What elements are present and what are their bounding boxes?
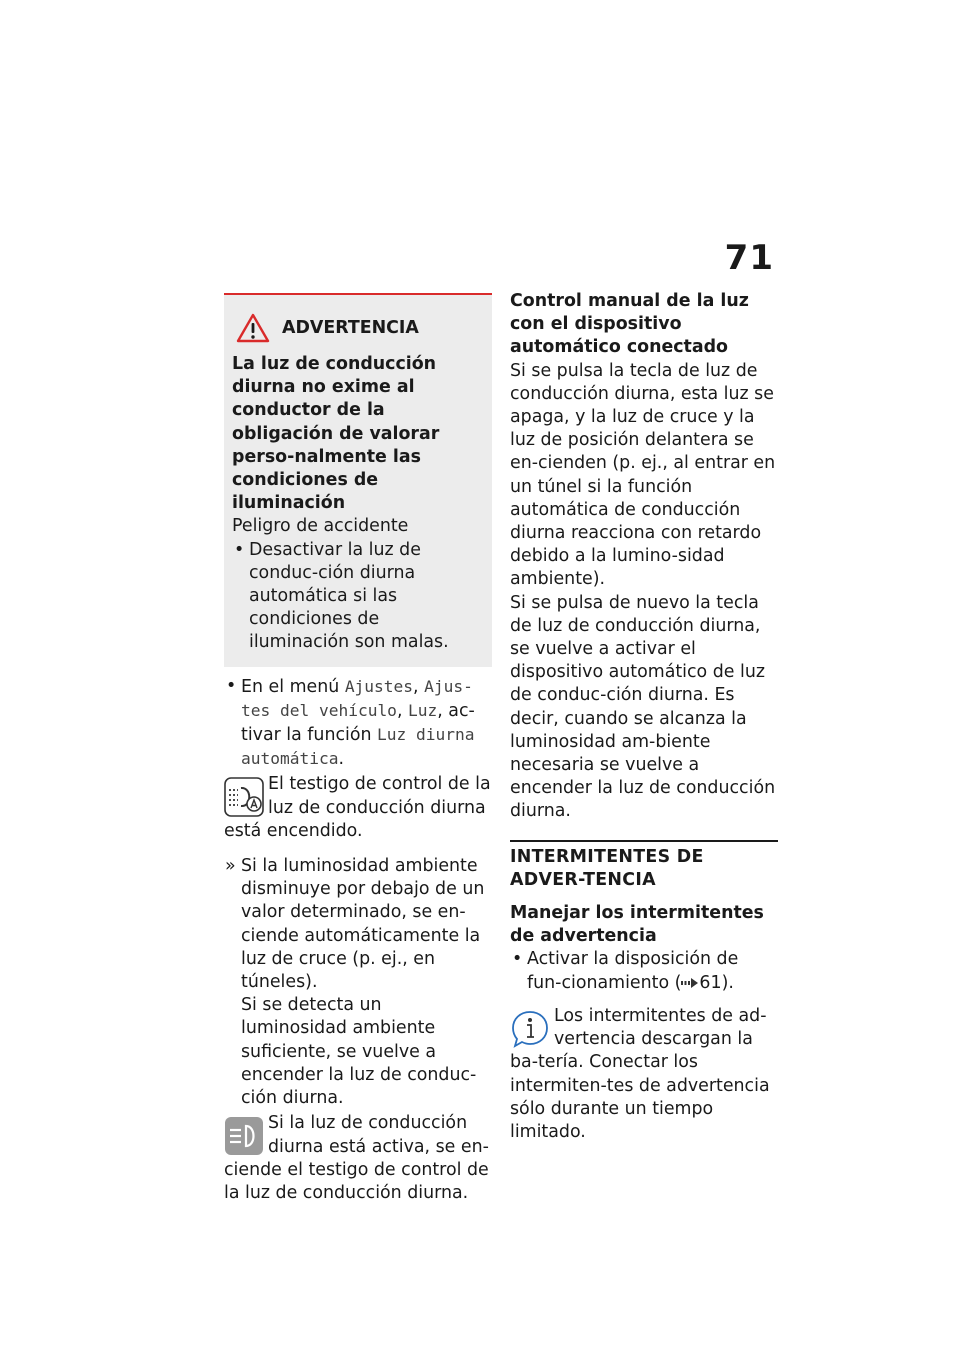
hazard-section-title: INTERMITENTES DE ADVER-TENCIA xyxy=(510,846,704,890)
manual-paragraph-2: Si se pulsa de nuevo la tecla de luz de conducción diurna, se vuelve a activar el dispositivo automático de luz de conduc-ción diurna. Es decir, cuando se alcanza la luminosidad am-biente necesaria se vuelve a encender la luz de conducción diurna. xyxy=(510,592,776,822)
menu-step xyxy=(224,675,492,772)
warning-bullet: • Desactivar la luz de conduc-ción diurna automática si las condiciones de iluminación son malas. xyxy=(232,539,484,655)
warning-triangle-icon xyxy=(236,313,270,343)
drl-indicator-icon xyxy=(224,1116,264,1156)
hazard-bullet-prefix: Activar la disposición de fun-cionamiento ( xyxy=(527,949,739,993)
result-part-2: Si se detecta un luminosidad ambiente suficiente, se vuelve a encender la luz de conduc-ción diurna. xyxy=(241,995,477,1109)
menu-path-vehiculo: Ajus-tes del vehículo xyxy=(241,676,473,720)
manual-paragraph-1: Si se pulsa la tecla de luz de conducción diurna, esta luz se apaga, y la luz de cruce y la luz de posición delantera se en-cienden (p. ej., al entrar en un túnel si la función automática de conducción diurna reacciona con retardo debido a la lumino-sidad ambiente). xyxy=(510,360,776,590)
indicator-auto-paragraph xyxy=(224,773,492,843)
warning-title: ADVERTENCIA xyxy=(282,318,419,338)
menu-step-mid: , ac-tivar la función xyxy=(241,700,475,746)
menu-sep-1: , xyxy=(413,676,425,697)
warning-risk: Peligro de accidente xyxy=(232,516,409,537)
warning-box xyxy=(224,293,492,667)
hazard-note xyxy=(510,1005,778,1144)
right-column xyxy=(510,290,778,1144)
warning-lead: La luz de conducción diurna no exime al conductor de la obligación de valorar perso-nalmente las condiciones de iluminación xyxy=(232,354,440,514)
hazard-bullet xyxy=(510,948,778,994)
hazard-ref-page[interactable]: 61 xyxy=(699,972,722,993)
page-reference-arrow-icon xyxy=(681,977,699,989)
auto-drl-indicator-icon xyxy=(224,777,264,817)
hazard-subheading: Manejar los intermitentes de advertencia xyxy=(510,903,764,947)
left-column xyxy=(224,293,492,1205)
menu-function-luz-diurna: Luz diurna automática xyxy=(241,725,475,769)
indicator-drl-paragraph xyxy=(224,1112,492,1205)
menu-step-end: . xyxy=(338,749,344,770)
menu-path-ajustes: Ajustes xyxy=(344,676,414,696)
hazard-bullet-suffix: ). xyxy=(721,972,734,993)
warning-header xyxy=(232,313,484,343)
result-item xyxy=(224,855,492,1110)
menu-path-luz: Luz xyxy=(408,700,438,720)
hazard-note-text: Los intermitentes de ad-vertencia descargan la ba-tería. Conectar los intermiten-tes de advertencia sólo durante un tiempo limitado. xyxy=(510,1005,770,1142)
page-number: 71 xyxy=(724,238,774,278)
menu-sep-2: , xyxy=(396,700,408,721)
indicator-drl-text: Si la luz de conducción diurna está activa, se en-ciende el testigo de control de la luz de conducción diurna. xyxy=(224,1113,489,1203)
info-icon xyxy=(510,1009,550,1049)
hazard-section xyxy=(510,840,778,892)
menu-step-prefix: En el menú xyxy=(241,676,345,697)
manual-heading: Control manual de la luz con el dispositivo automático conectado xyxy=(510,291,749,358)
result-part-1: » Si la luminosidad ambiente disminuye por debajo de un valor determinado, se en-ciende automáticamente la luz de cruce (p. ej., en túneles). xyxy=(241,856,485,993)
indicator-auto-text: El testigo de control de la luz de conducción diurna está encendido. xyxy=(224,774,491,841)
